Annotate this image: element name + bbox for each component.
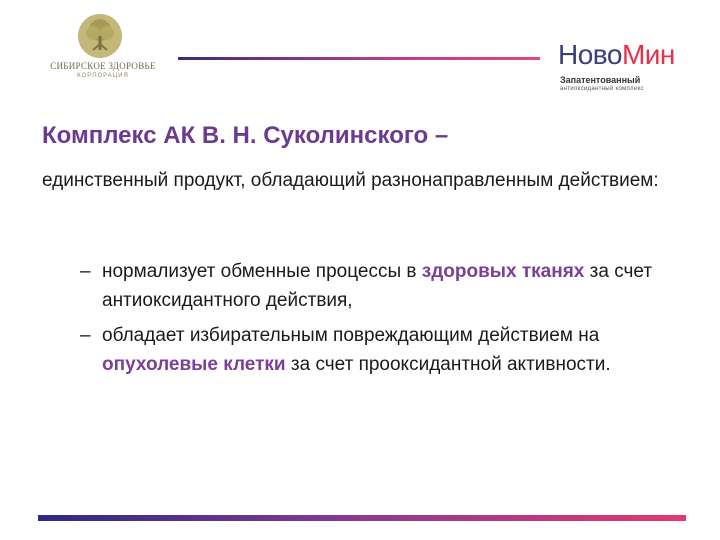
- logo-company-subtitle: КОРПОРАЦИЯ: [77, 73, 129, 79]
- novomin-logo: [558, 40, 698, 96]
- brand-tagline-1: Запатентованный: [560, 75, 641, 85]
- bullet-list: [80, 257, 690, 385]
- bullet-text-before: нормализует обменные процессы в: [102, 261, 422, 282]
- brand-part-2: Мин: [621, 39, 675, 70]
- bullet-dash: –: [80, 325, 91, 346]
- slide-title: Комплекс АК В. Н. Суколинского –: [42, 122, 449, 149]
- header-divider: [178, 57, 540, 60]
- tree-emblem-icon: [78, 14, 122, 58]
- bullet-highlight: здоровых тканях: [421, 261, 585, 282]
- bullet-highlight: опухолевые клетки: [102, 354, 286, 375]
- siberian-health-logo: [38, 14, 168, 80]
- logo-company-name: СИБИРСКОЕ ЗДОРОВЬЕ: [50, 61, 156, 71]
- bullet-item: [80, 257, 690, 315]
- bullet-text-before: обладает избирательным повреждающим действием на: [102, 325, 600, 346]
- brand-part-1: Ново: [558, 39, 622, 70]
- bullet-text-after: за счет прооксидантной активности.: [285, 354, 611, 375]
- bullet-item: [80, 321, 690, 379]
- bullet-dash: –: [80, 261, 91, 282]
- lead-text: единственный продукт, обладающий разнонаправленным действием:: [42, 170, 659, 191]
- footer-divider: [38, 515, 686, 521]
- novomin-brand: [558, 40, 675, 70]
- bullet-text-after: за счет антиоксидантного действия,: [102, 261, 653, 311]
- brand-tagline-2: антиоксидантный комплекс: [560, 86, 644, 92]
